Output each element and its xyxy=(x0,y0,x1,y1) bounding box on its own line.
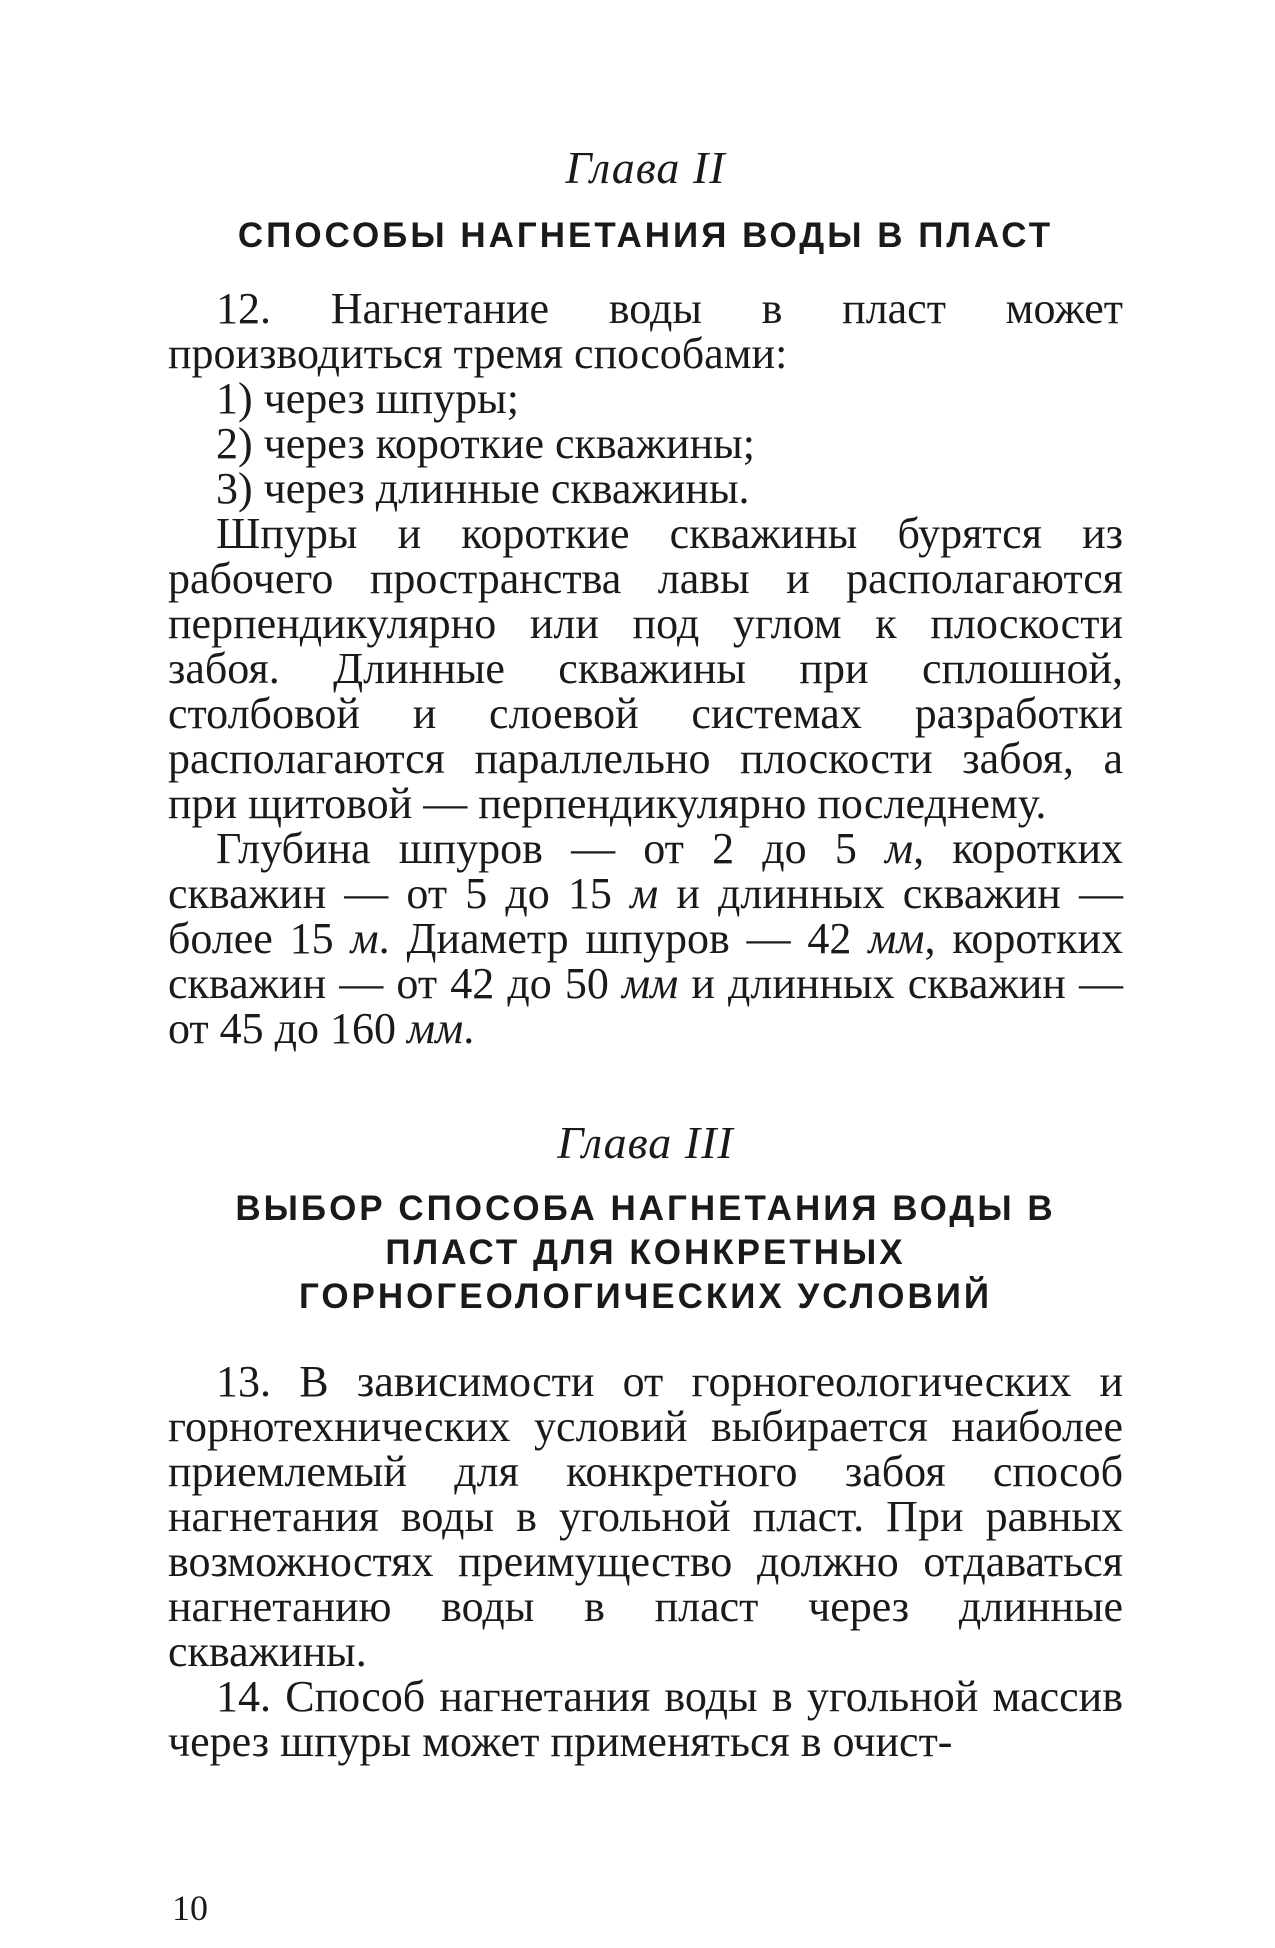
depth-text-3: и длинных скважин — более 15 xyxy=(168,869,1123,963)
unit-6: мм xyxy=(407,1004,464,1053)
unit-4: мм xyxy=(868,914,925,963)
depth-text-4: . Диаметр шпуров — 42 xyxy=(378,914,869,963)
chapter-2-label: Глава II xyxy=(565,142,726,193)
page-number: 10 xyxy=(172,1888,208,1928)
paragraph-14: 14. Способ нагнетания воды в угольной массив через шпуры может применяться в очист- xyxy=(168,1672,1123,1766)
list-item-1: 1) через шпуры; xyxy=(216,374,519,423)
list-item-3: 3) через длинные скважины. xyxy=(216,464,750,513)
unit-1: м xyxy=(885,824,914,873)
chapter-3-label: Глава III xyxy=(557,1117,734,1168)
unit-5: мм xyxy=(622,959,679,1008)
page-content xyxy=(168,140,1123,1764)
paragraph-13: 13. В зависимости от горногеологических и горнотехнических условий выбирается наиболее приемлемый для конкретного забоя способ нагнетания воды в угольной пласт. При равных возможностях преимущество должно отдаваться нагнетанию воды в пласт через длинные скважины. xyxy=(168,1357,1123,1676)
depth-text-7: . xyxy=(463,1004,475,1053)
depth-text-1: Глубина шпуров — от 2 до 5 xyxy=(216,824,885,873)
depth-text-6: и длинных скважин — от 45 до 160 xyxy=(168,959,1123,1053)
unit-2: м xyxy=(630,869,659,918)
chapter-2-title: СПОСОБЫ НАГНЕТАНИЯ ВОДЫ В ПЛАСТ xyxy=(237,216,1054,255)
unit-3: м xyxy=(350,914,379,963)
paragraph-shpury: Шпуры и короткие скважины бурятся из рабочего пространства лавы и располагаются перпендикулярно или под углом к плоскости забоя. Длинные скважины при сплошной, столбовой и слоевой системах разработки располагаются параллельно плоскости забоя, а при щитовой — перпендикулярно последнему. xyxy=(168,509,1123,828)
depth-text-2: , коротких скважин — от 5 до 15 xyxy=(168,824,1123,918)
chapter-3-title: ВЫБОР СПОСОБА НАГНЕТАНИЯ ВОДЫ В ПЛАСТ ДЛЯ КОНКРЕТНЫХ ГОРНОГЕОЛОГИЧЕСКИХ УСЛОВИЙ xyxy=(235,1189,1056,1316)
paragraph-12: 12. Нагнетание воды в пласт может производиться тремя способами: xyxy=(168,284,1123,378)
depth-text-5: , коротких скважин — от 42 до 50 xyxy=(168,914,1123,1008)
list-item-2: 2) через короткие скважины; xyxy=(216,419,755,468)
paragraph-depth xyxy=(168,826,1123,1051)
